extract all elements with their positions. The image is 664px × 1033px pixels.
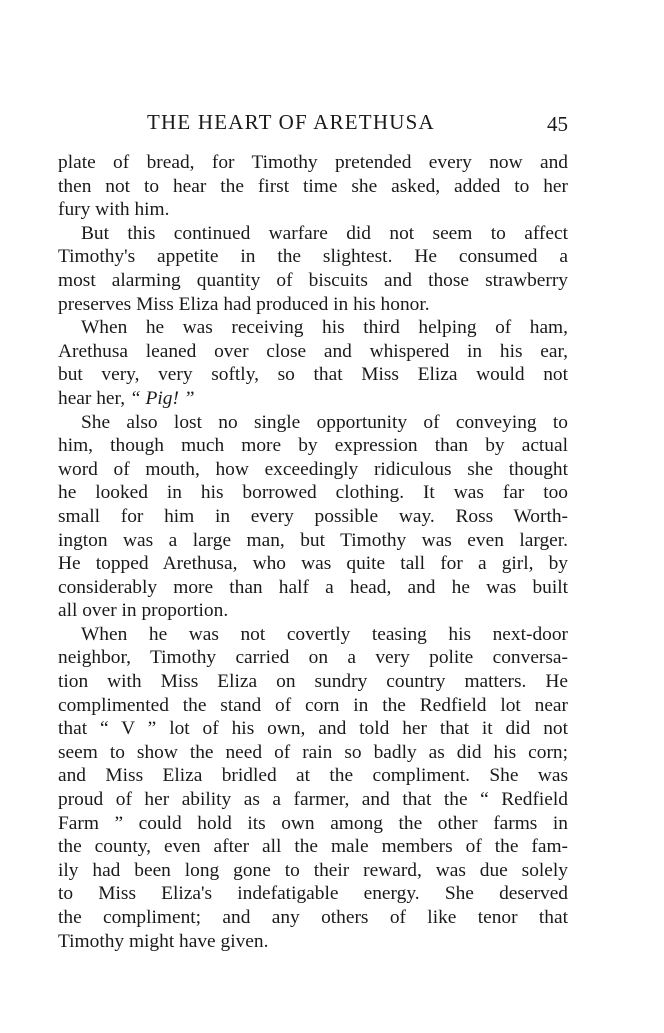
paragraph-start-line: When he was not covertly teasing his next-door — [81, 623, 568, 645]
text-line: considerably more than half a head, and he was built — [58, 576, 568, 598]
text-line: that “ V ” lot of his own, and told her that it did not — [58, 718, 568, 740]
text-line: all over in proportion. — [58, 600, 229, 622]
text-line: but very, very softly, so that Miss Eliza would not — [58, 364, 568, 386]
text-line: neighbor, Timothy carried on a very polite conversa- — [58, 647, 568, 669]
text-line: ily had been long gone to their reward, was due solely — [58, 859, 568, 881]
text-line: tion with Miss Eliza on sundry country matters. He — [58, 671, 568, 693]
italic-quote: “ Pig! ” — [129, 387, 195, 409]
text-line: to Miss Eliza's indefatigable energy. She deserved — [58, 883, 568, 905]
running-title: THE HEART OF ARETHUSA — [147, 110, 435, 134]
text-line: Timothy might have given. — [58, 930, 269, 952]
text-line — [58, 387, 568, 411]
text-line: complimented the stand of corn in the Redfield lot near — [58, 694, 568, 716]
text-line: Timothy's appetite in the slightest. He consumed a — [58, 246, 568, 268]
text-line: He topped Arethusa, who was quite tall for a girl, by — [58, 553, 568, 575]
text-line-start: hear her, — [58, 387, 130, 409]
text-line: and Miss Eliza bridled at the compliment. She was — [58, 765, 568, 787]
text-line: Farm ” could hold its own among the other farms in — [58, 812, 568, 834]
text-line: then not to hear the first time she asked, added to her — [58, 175, 568, 197]
paragraph-start-line: She also lost no single opportunity of conveying to — [81, 411, 568, 433]
text-line: small for him in every possible way. Ross Worth- — [58, 505, 568, 527]
text-line: fury with him. — [58, 199, 170, 221]
text-line: preserves Miss Eliza had produced in his honor. — [58, 293, 430, 315]
text-line: he looked in his borrowed clothing. It was far too — [58, 482, 568, 504]
text-line: Arethusa leaned over close and whispered in his ear, — [58, 340, 568, 362]
paragraph-start-line: When he was receiving his third helping of ham, — [81, 317, 568, 339]
text-line: him, though much more by expression than by actual — [58, 435, 568, 457]
text-line: plate of bread, for Timothy pretended every now and — [58, 152, 568, 173]
text-line: ington was a large man, but Timothy was even larger. — [58, 529, 568, 551]
text-line: the compliment; and any others of like tenor that — [58, 907, 568, 928]
text-line: proud of her ability as a farmer, and that the “ Redfield — [58, 789, 568, 811]
paragraph-start-line: But this continued warfare did not seem to affect — [81, 222, 568, 244]
body-text — [58, 151, 568, 953]
text-line: seem to show the need of rain so badly as did his corn; — [58, 741, 568, 763]
page-number: 45 — [547, 112, 568, 136]
running-head — [58, 110, 568, 142]
text-line: the county, even after all the male members of the fam- — [58, 836, 568, 858]
text-line: most alarming quantity of biscuits and those strawberry — [58, 269, 568, 291]
text-line: word of mouth, how exceedingly ridiculous she thought — [58, 458, 568, 480]
